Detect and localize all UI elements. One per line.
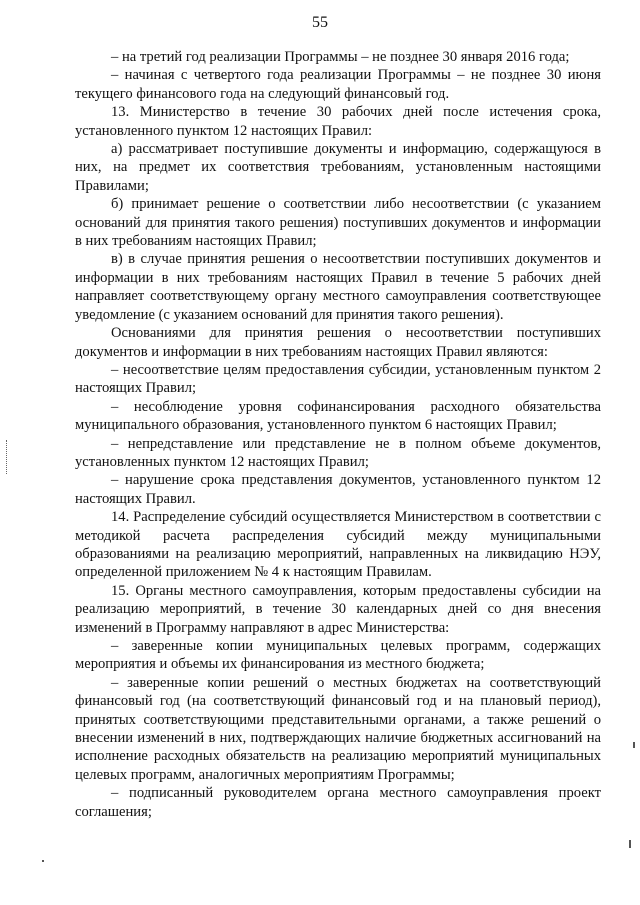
paragraph-clause-13-b: б) принимает решение о соответствии либо несоответствии (с указанием оснований для принятия такого решения) поступивших документов и информации в них требованиям настоящих Правил;	[75, 196, 601, 250]
paragraph-ground-purpose: – несоответствие целям предоставления субсидии, установленным пунктом 2 настоящих Правил;	[75, 361, 601, 397]
scan-mark-bottom-left	[42, 860, 44, 862]
paragraph-clause-13-c: в) в случае принятия решения о несоответствии поступивших документов и информации в них требованиям настоящих Правил в течение 5 рабочих дней направляет соответствующему органу местного самоуправления соответствующее уведомление (с указанием оснований для принятия такого решения).	[75, 251, 601, 323]
paragraph-programs-copies: – заверенные копии муниципальных целевых программ, содержащих мероприятия и объемы их финансирования из местного бюджета;	[75, 638, 601, 673]
paragraph-clause-15: 15. Органы местного самоуправления, которым предоставлены субсидии на реализацию мероприятий, в течение 30 календарных дней со дня внесения изменений в Программу направляют в адрес Министерства:	[75, 582, 601, 636]
page-number: 55	[312, 14, 328, 31]
scan-mark-right	[633, 742, 635, 748]
paragraph-deadline-fourth-year: – начиная с четвертого года реализации Программы – не позднее 30 июня текущего финансового года на следующий финансовый год.	[75, 67, 601, 102]
scan-mark-right-lower	[629, 840, 631, 848]
paragraph-clause-13: 13. Министерство в течение 30 рабочих дней после истечения срока, установленного пунктом 12 настоящих Правил:	[75, 104, 601, 139]
paragraph-ground-cofinancing: – несоблюдение уровня софинансирования расходного обязательства муниципального образования, установленного пунктом 6 настоящих Правил;	[75, 398, 601, 434]
paragraph-draft-agreement: – подписанный руководителем органа местного самоуправления проект соглашения;	[75, 785, 601, 820]
scan-mark-left	[6, 440, 9, 474]
paragraph-clause-14: 14. Распределение субсидий осуществляется Министерством в соответствии с методикой расчета распределения субсидий между муниципальными образованиями на реализацию мероприятий, направленных на ликвидацию НЭУ, определенной приложением № 4 к настоящим Правилам.	[75, 509, 601, 581]
paragraph-deadline-third-year: – на третий год реализации Программы – не позднее 30 января 2016 года;	[111, 49, 570, 65]
paragraph-clause-13-a: а) рассматривает поступившие документы и информацию, содержащуюся в них, на предмет их соответствия требованиям, установленным настоящими Правилами;	[75, 141, 601, 194]
paragraph-budget-decisions: – заверенные копии решений о местных бюджетах на соответствующий финансовый год (на соответствующий финансовый год и на плановый период), принятых соответствующими представительными органами, а также решений о внесении изменений в них, подтверждающих наличие бюджетных ассигнований на исполнение расходных обязательств на реализацию мероприятий муниципальных целевых программ, аналогичных мероприятиям Программы;	[75, 674, 601, 783]
paragraph-grounds-intro: Основаниями для принятия решения о несоответствии поступивших документов и информации в них требованиям настоящих Правил являются:	[75, 325, 601, 360]
paragraph-ground-deadline: – нарушение срока представления документов, установленного пунктом 12 настоящих Правил.	[75, 472, 601, 507]
document-body	[75, 48, 601, 821]
paragraph-ground-documents: – непредставление или представление не в полном объеме документов, установленных пунктом 12 настоящих Правил;	[75, 435, 601, 470]
